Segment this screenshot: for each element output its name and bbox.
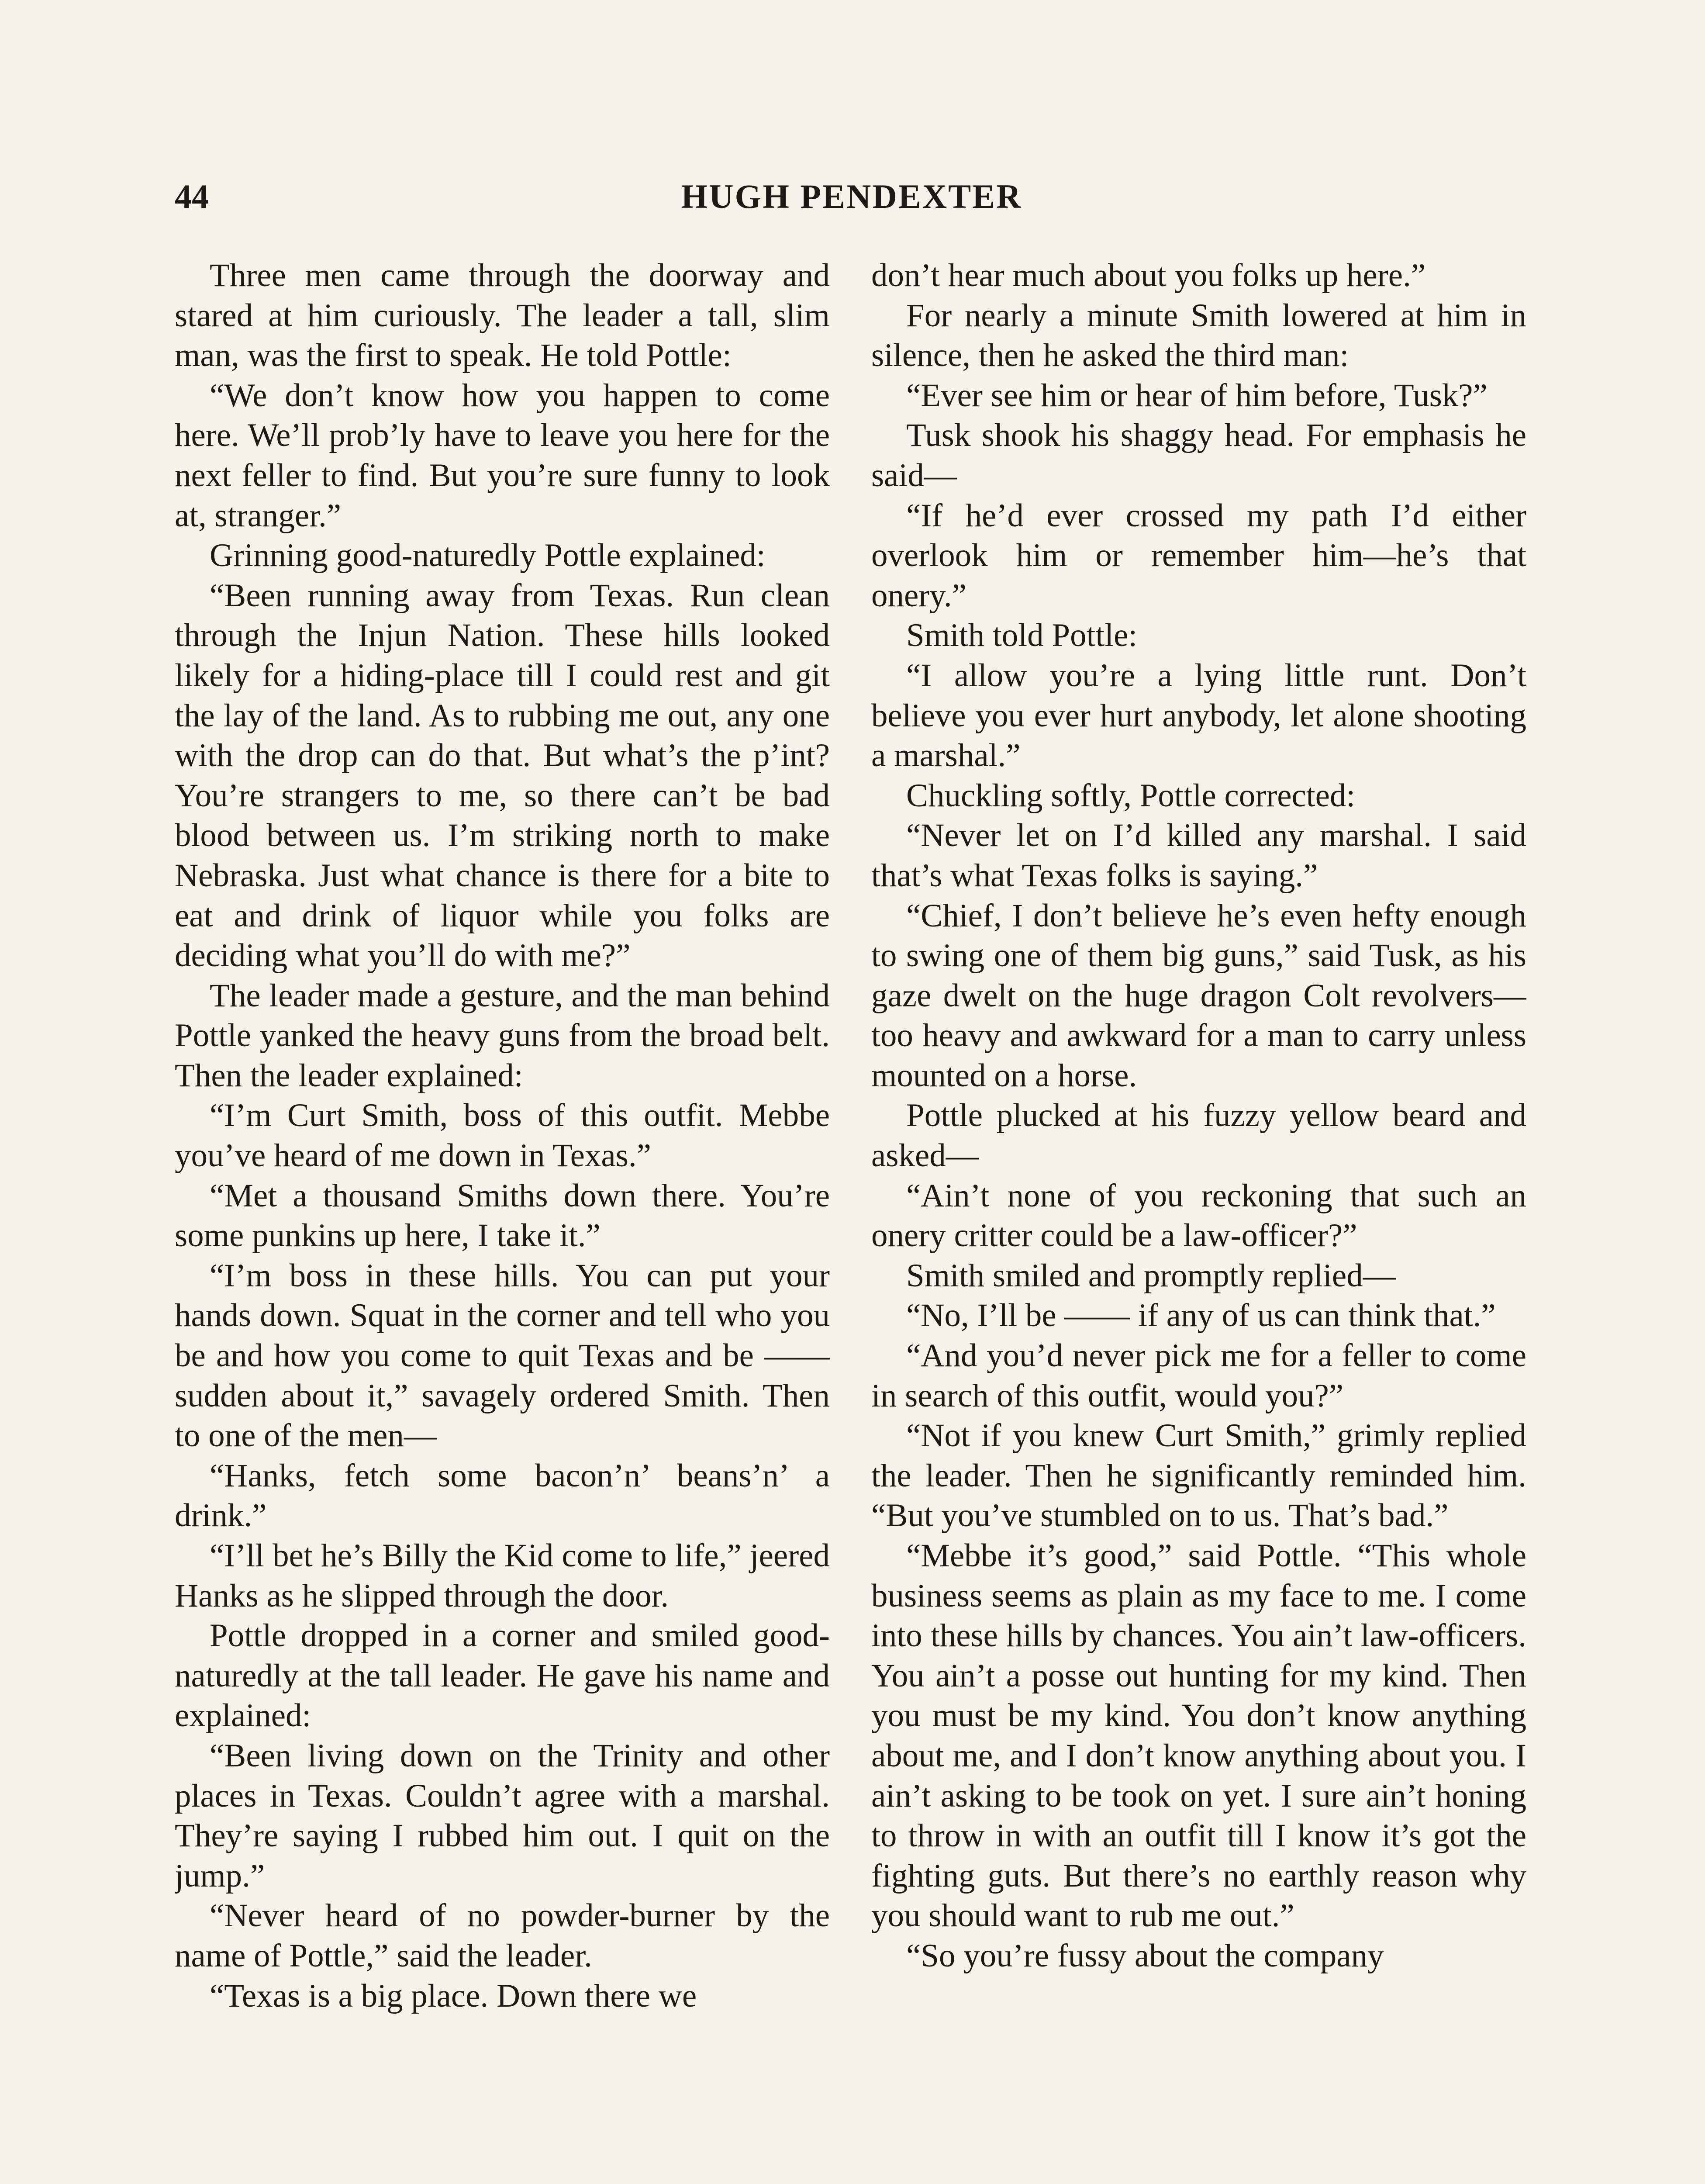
paragraph: “I’m boss in these hills. You can put your hands down. Squat in the corner and tell who you be and how you come to quit Texas and be —— sudden about it,” savagely ordered Smith. Then to one of the men— — [175, 1257, 830, 1454]
paragraph: Tusk shook his shaggy head. For emphasis he said— — [871, 417, 1526, 494]
paragraph: “Ain’t none of you reckoning that such an onery critter could be a law-officer?” — [871, 1177, 1526, 1254]
paragraph: “And you’d never pick me for a feller to come in search of this outfit, would you?” — [871, 1337, 1526, 1414]
paragraph: “Met a thousand Smiths down there. You’re some punkins up here, I take it.” — [175, 1177, 830, 1254]
paragraph: “Mebbe it’s good,” said Pottle. “This whole business seems as plain as my face to me. I come into these hills by chances. You ain’t law-officers. You ain’t a posse out hunting for my kind. Then you must be my kind. You don’t know anything about me, and I don’t know anything about you. I ain’t asking to be took on yet. I sure ain’t honing to throw in with an outfit till I know it’s got the fighting guts. But there’s no earthly reason why you should want to rub me out.” — [871, 1538, 1526, 1934]
paragraph: Grinning good-naturedly Pottle explained: — [210, 537, 766, 574]
paragraph: Smith told Pottle: — [906, 617, 1138, 654]
paragraph: “Never heard of no powder-burner by the name of Pottle,” said the leader. — [175, 1897, 830, 1974]
paragraph: “No, I’ll be —— if any of us can think that.” — [906, 1297, 1496, 1334]
paragraph: “Texas is a big place. Down there we — [210, 1977, 697, 2014]
page-number: 44 — [175, 177, 209, 215]
paragraph: “Ever see him or hear of him before, Tusk?” — [906, 377, 1488, 414]
page-header — [175, 173, 1529, 221]
paragraph: “Chief, I don’t believe he’s even hefty enough to swing one of them big guns,” said Tusk, as his gaze dwelt on the huge dragon Colt revolvers—too heavy and awkward for a man to carry unless mounted on a horse. — [871, 897, 1526, 1094]
paragraph: “I allow you’re a lying little runt. Don’t believe you ever hurt anybody, let alone shooting a marshal.” — [871, 657, 1526, 774]
right-text-column — [871, 256, 1526, 2184]
paragraph: “Not if you knew Curt Smith,” grimly replied the leader. Then he significantly reminded him. “But you’ve stumbled on to us. That’s bad.” — [871, 1417, 1526, 1534]
paragraph: “Never let on I’d killed any marshal. I said that’s what Texas folks is saying.” — [871, 817, 1526, 894]
paragraph: Chuckling softly, Pottle corrected: — [906, 777, 1356, 814]
paragraph: “Been running away from Texas. Run clean through the Injun Nation. These hills looked likely for a hiding-place till I could rest and git the lay of the land. As to rubbing me out, any one with the drop can do that. But what’s the p’int? You’re strangers to me, so there can’t be bad blood between us. I’m striking north to make Nebraska. Just what chance is there for a bite to eat and drink of liquor while you folks are deciding what you’ll do with me?” — [175, 577, 830, 974]
paragraph: Pottle plucked at his fuzzy yellow beard and asked— — [871, 1097, 1526, 1174]
paragraph: “Been living down on the Trinity and other places in Texas. Couldn’t agree with a marshal. They’re saying I rubbed him out. I quit on the jump.” — [175, 1737, 830, 1894]
running-head: HUGH PENDEXTER — [681, 177, 1022, 215]
paragraph: Pottle dropped in a corner and smiled good-naturedly at the tall leader. He gave his name and explained: — [175, 1617, 830, 1734]
paragraph: “I’m Curt Smith, boss of this outfit. Mebbe you’ve heard of me down in Texas.” — [175, 1097, 830, 1174]
paragraph: don’t hear much about you folks up here.” — [871, 257, 1426, 294]
paragraph: Three men came through the doorway and stared at him curiously. The leader a tall, slim man, was the first to speak. He told Pottle: — [175, 257, 830, 374]
paragraph: The leader made a gesture, and the man behind Pottle yanked the heavy guns from the broad belt. Then the leader explained: — [175, 977, 830, 1094]
paragraph: “I’ll bet he’s Billy the Kid come to life,” jeered Hanks as he slipped through the door. — [175, 1538, 830, 1614]
paragraph: “So you’re fussy about the company — [906, 1937, 1384, 1974]
paragraph: “We don’t know how you happen to come here. We’ll prob’ly have to leave you here for the next feller to find. But you’re sure funny to look at, stranger.” — [175, 377, 830, 534]
paragraph: Smith smiled and promptly replied— — [906, 1257, 1396, 1294]
paragraph: “If he’d ever crossed my path I’d either overlook him or remember him—he’s that onery.” — [871, 497, 1526, 614]
paragraph: “Hanks, fetch some bacon’n’ beans’n’ a drink.” — [175, 1457, 830, 1534]
paragraph: For nearly a minute Smith lowered at him in silence, then he asked the third man: — [871, 297, 1526, 374]
left-text-column — [175, 256, 830, 2184]
